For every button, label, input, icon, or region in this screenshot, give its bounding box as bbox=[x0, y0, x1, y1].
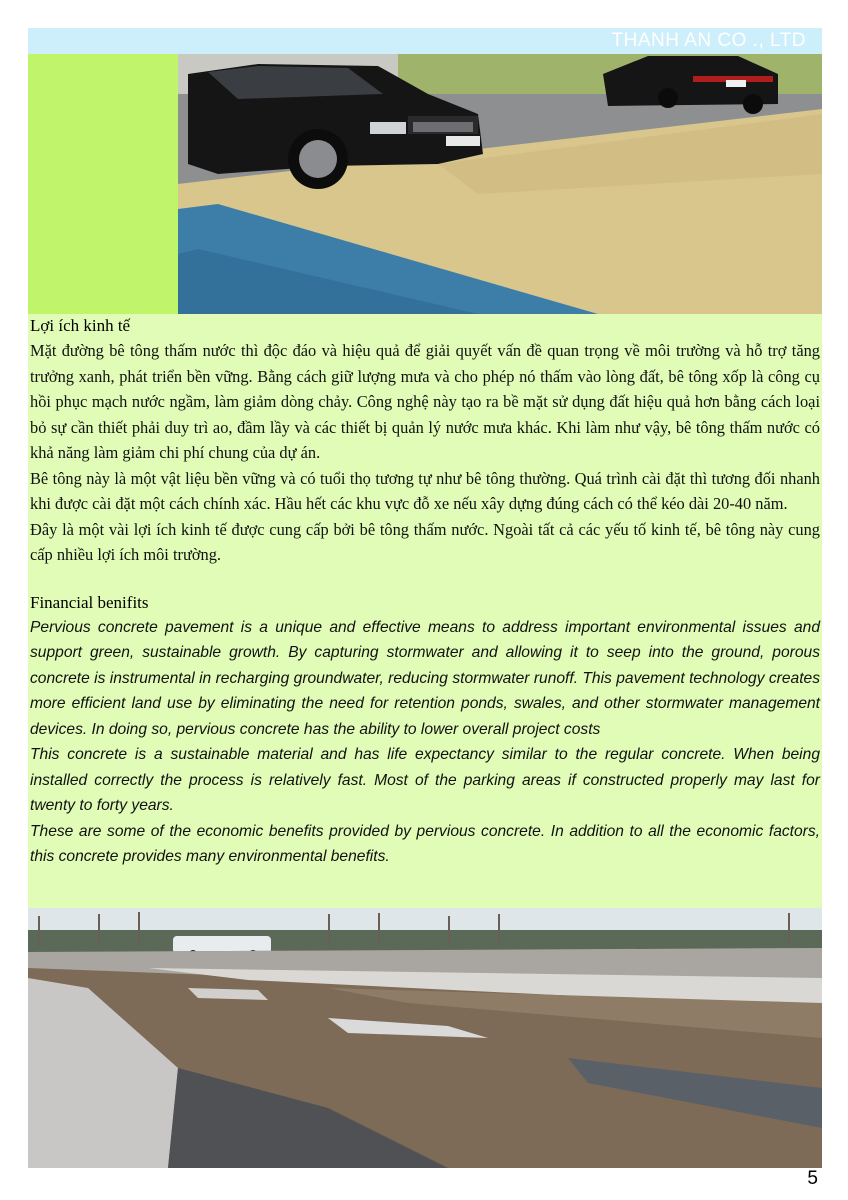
english-heading: Financial benifits bbox=[30, 592, 149, 612]
vietnamese-paragraph: Đây là một vài lợi ích kinh tế được cung cấp bởi bê tông thấm nước. Ngoài tất cả các yếu tố kinh tế, bê tông này cung cấp nhiều lợi ích môi trường. bbox=[30, 519, 820, 564]
vietnamese-paragraph: Bê tông này là một vật liệu bền vững và có tuổi thọ tương tự như bê tông thường. Quá trình cài đặt thì tương đối nhanh khi được cài đặt một cách chính xác. Hầu hết các khu vực đỗ xe nếu xây dựng đúng cách có thể kéo dài 20-40 năm. bbox=[30, 468, 820, 513]
parking-lot-photo bbox=[178, 54, 822, 314]
english-paragraph: This concrete is a sustainable material and has life expectancy similar to the regular concrete. When being installed correctly the process is relatively fast. Most of the parking areas if constructed properly may last for twenty to forty years. bbox=[30, 746, 820, 814]
page-number: 5 bbox=[807, 1168, 818, 1189]
vietnamese-heading: Lợi ích kinh tế bbox=[30, 316, 131, 335]
header-bar bbox=[28, 28, 822, 54]
english-paragraph: These are some of the economic benefits provided by pervious concrete. In addition to all the economic factors, this concrete provides many environmental benefits. bbox=[30, 822, 820, 865]
company-name: THANH AN CO ., LTD bbox=[611, 30, 806, 51]
green-accent-panel bbox=[28, 54, 178, 314]
text-content-block bbox=[28, 314, 822, 908]
english-paragraph: Pervious concrete pavement is a unique and effective means to address important environmental issues and support green, sustainable growth. By capturing stormwater and allowing it to seep into the ground, porous concrete is instrumental in recharging groundwater, reducing stormwater runoff. This pavement technology creates more efficient land use by eliminating the need for retention ponds, swales, and other stormwater management devices. In doing so, pervious concrete has the ability to lower overall project costs bbox=[30, 618, 820, 738]
vietnamese-paragraph: Mặt đường bê tông thấm nước thì độc đáo và hiệu quả để giải quyết vấn đề quan trọng về môi trường và hỗ trợ tăng trưởng xanh, phát triển bền vững. Bằng cách giữ lượng mưa và cho phép nó thấm vào lòng đất, bê tông xốp là công cụ hồi phục mạch nước ngầm, làm giảm dòng chảy. Công nghệ này tạo ra bề mặt sử dụng đất hiệu quả hơn bằng cách loại bỏ sự cần thiết phải duy trì ao, đầm lầy và các thiết bị quản lý nước mưa khác. Khi làm như vậy, bê tông thấm nước có khả năng làm giảm chi phí chung của dự án. bbox=[30, 341, 820, 462]
pervious-plaza-photo bbox=[28, 908, 822, 1168]
